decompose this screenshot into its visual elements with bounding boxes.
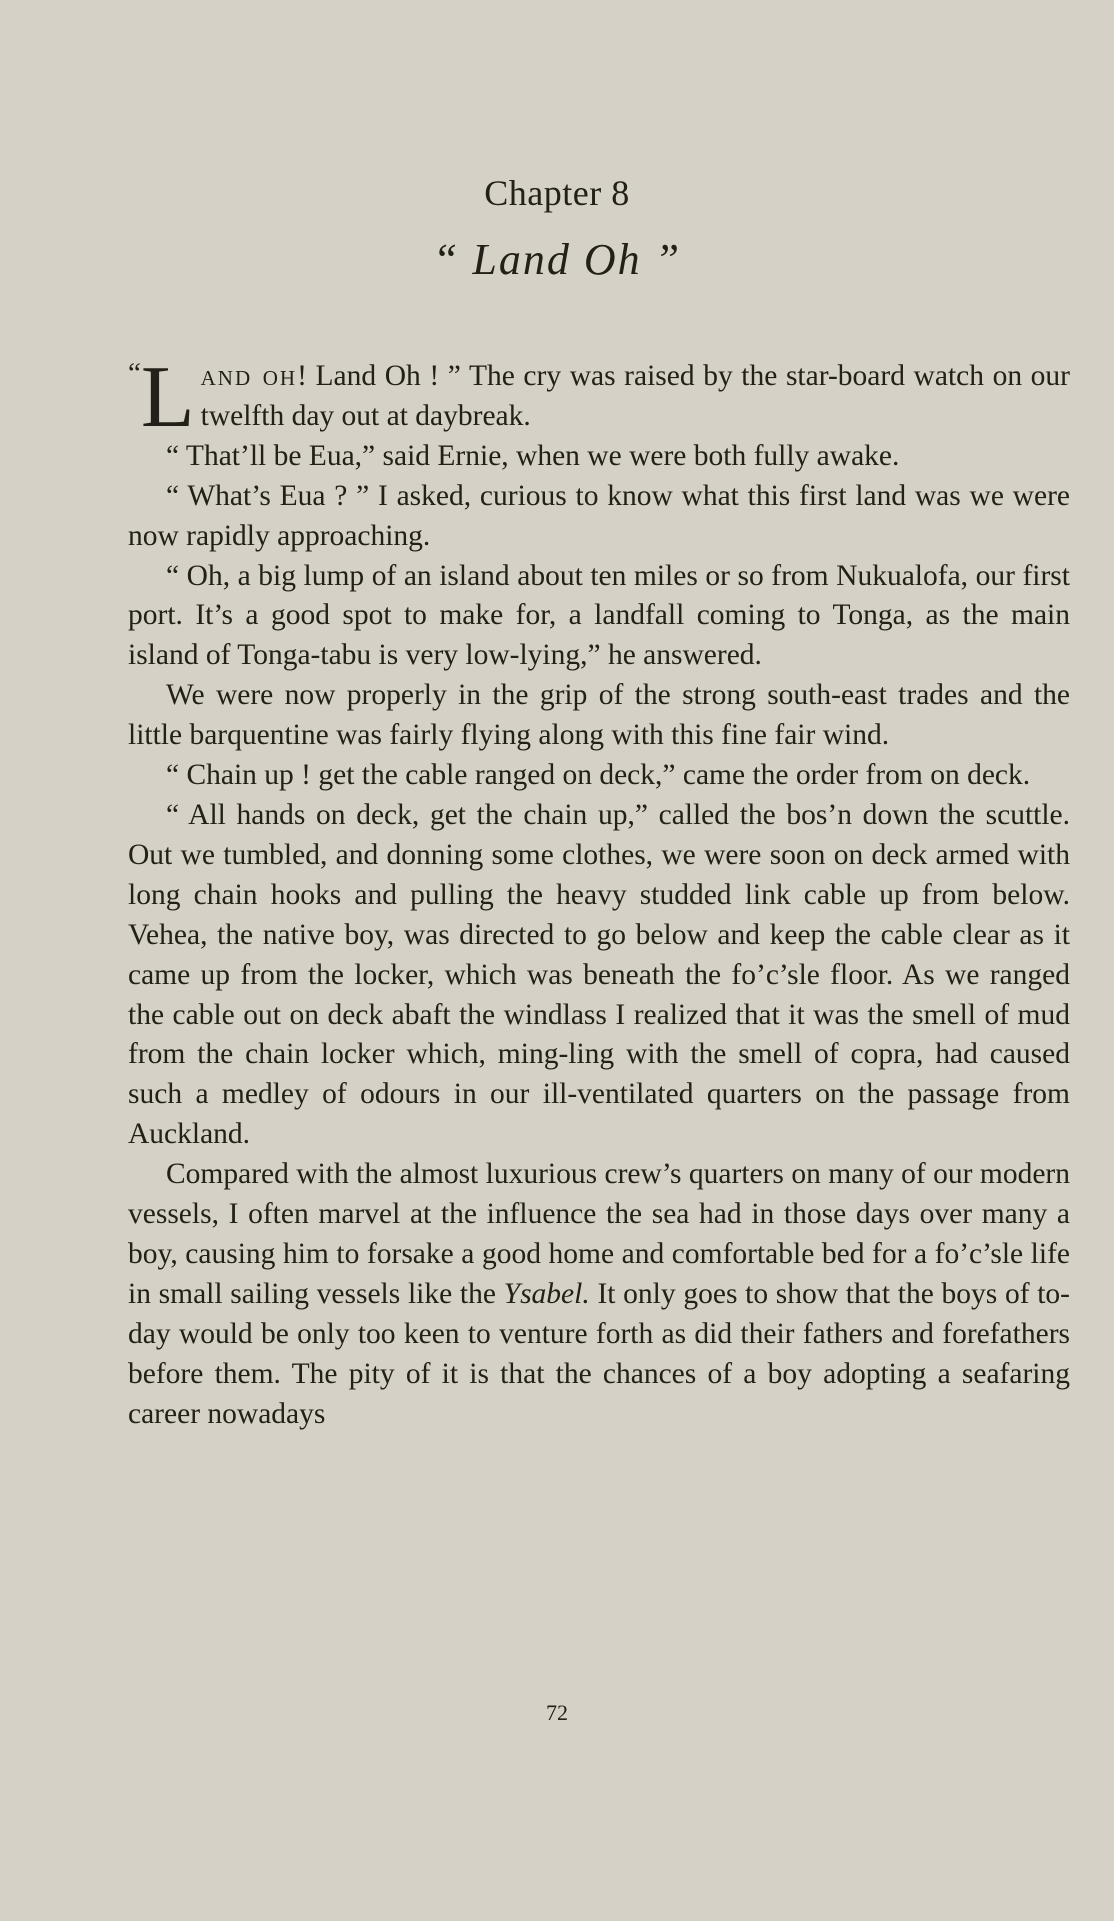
small-caps-lead: and oh	[200, 360, 298, 392]
page-number: 72	[546, 1700, 568, 1725]
paragraph-2: “ That’ll be Eua,” said Ernie, when we were both fully awake.	[166, 439, 900, 472]
paragraph-7: “ All hands on deck, get the chain up,” called the bos’n down the scuttle. Out we tumbled, and donning some clothes, we were soon on deck armed with long chain hooks and pulling the heavy studded link cable up from below. Vehea, the native boy, was directed to go below and keep the cable clear as it came up from the locker, which was beneath the fo’c’sle floor. As we ranged the cable out on deck abaft the windlass I realized that it was the smell of mud from the chain locker which, ming-ling with the smell of copra, had caused such a medley of odours in our ill-ventilated quarters on the passage from Auckland.	[128, 798, 1070, 1151]
chapter-body	[128, 349, 1071, 1434]
paragraph-5: We were now properly in the grip of the strong south-east trades and the little barquentine was fairly flying along with this fine fair wind.	[128, 679, 1070, 752]
chapter-title: “ Land Oh ”	[432, 235, 682, 284]
drop-cap-block	[128, 349, 195, 446]
chapter-number: Chapter 8	[484, 173, 630, 213]
paragraph-8-text-before: Compared with the almost luxurious crew’s quarters on many of our modern vessels, I often marvel at the influence the sea had in those days over many a boy, causing him to forsake a good home and comfortable bed for a fo’c’sle life in small sailing vessels like the	[128, 1158, 1070, 1310]
paragraph-3: “ What’s Eua ? ” I asked, curious to know what this first land was we were now rapidly approaching.	[128, 479, 1070, 552]
paragraph-4: “ Oh, a big lump of an island about ten miles or so from Nukualofa, our first port. It’s a good spot to make for, a landfall coming to Tonga, as the main island of Tonga-tabu is very low-lying,” he answered.	[128, 559, 1070, 672]
opening-quote: “	[128, 357, 141, 389]
paragraph-8-text-after: It only goes to show that the boys of to-day would be only too keen to venture forth as did their fathers and forefathers before them. The pity of it is that the chances of a boy adopting a seafaring career nowadays	[128, 1277, 1071, 1430]
paragraph-1-text: ! Land Oh ! ” The cry was raised by the star-board watch on our twelfth day out at daybreak.	[200, 360, 1071, 432]
paragraph-6: “ Chain up ! get the cable ranged on deck,” came the order from on deck.	[166, 759, 1031, 792]
paragraph-1	[128, 349, 1071, 446]
drop-cap: L	[140, 349, 195, 446]
ship-name: Ysabel.	[503, 1277, 590, 1310]
paragraph-8	[128, 1155, 1070, 1434]
